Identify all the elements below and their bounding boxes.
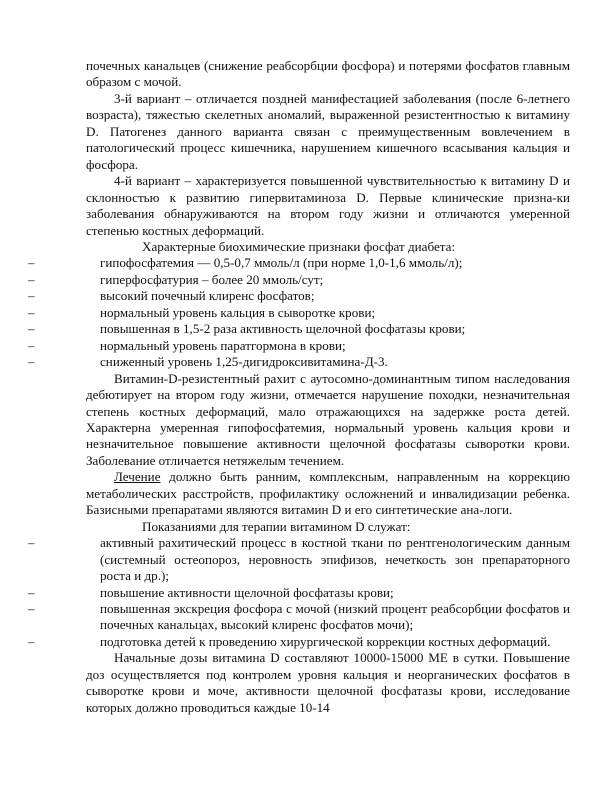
indications-heading: Показаниями для терапии витамином D служат: (142, 518, 411, 534)
list-dash: – (28, 633, 35, 649)
list-item: – гиперфосфатурия – более 20 ммоль/сут; (28, 271, 324, 287)
list-dash: – (28, 337, 35, 353)
list-item: – высокий почечный клиренс фосфатов; (28, 288, 315, 304)
list-dash: – (28, 271, 35, 287)
biochemical-signs-list (28, 255, 570, 370)
list-item: – нормальный уровень кальция в сыворотке крови; (28, 304, 376, 320)
list-dash: – (28, 354, 35, 370)
treatment-heading-word: Лечение (114, 469, 161, 485)
list-item: – повышенная экскреция фосфора с мочой (низкий процент реабсорбции фосфатов и почечных канальцах, высокий клиренс фосфатов мочи); (28, 600, 570, 633)
paragraph-dosage: Начальные дозы витамина D составляют 10000-15000 МЕ в сутки. Повышение доз осуществляется под контролем уровня кальция и неорганических фосфатов в сыворотке крови и моче, активности щелочной фосфатазы крови, исследование которых должно проводиться каждые 10-14 (86, 650, 570, 715)
list-item: – подготовка детей к проведению хирургической коррекции костных деформаций. (28, 633, 551, 649)
paragraph-phosphate-loss: почечных канальцев (снижение реабсорбции фосфора) и потерями фосфатов главным образом с мочой. (86, 58, 570, 90)
paragraph-variant-4: 4-й вариант – характеризуется повышенной чувствительностью к витамину D и склонностью к развитию гипервитаминоза D. Первые клинические призна-ки заболевания обнаруживаются на втором году жизни и отличаются умеренной степенью костных деформаций. (86, 173, 570, 238)
list-item: – повышенная в 1,5-2 раза активность щелочной фосфатазы крови; (28, 321, 466, 337)
paragraph-treatment: Лечение должно быть ранним, комплексным, направленным на коррекцию метаболических расстройств, профилактику осложнений и инвалидизации ребенка. Базисными препаратами являются витамин D и его синтетические ана-логи. (86, 469, 570, 518)
list-item: – сниженный уровень 1,25-дигидроксивитамина-Д-3. (28, 354, 388, 370)
list-item: – нормальный уровень паратгормона в крови; (28, 337, 346, 353)
list-dash: – (28, 600, 35, 616)
list-dash: – (28, 535, 35, 551)
paragraph-autosomal-dominant: Витамин-D-резистентный рахит с аутосомно-доминантным типом наследования дебютирует на втором году жизни, отмечается нарушение походки, незначительная степень костных деформаций, мало отражающихся на задержке роста детей. Характерна умеренная гипофосфатемия, нормальный уровень кальция крови и незначительное повышение активности щелочной фосфатазы сыворотки крови. Заболевание отличается нетяжелым течением. (86, 370, 570, 468)
list-dash: – (28, 304, 35, 320)
list-dash: – (28, 255, 35, 271)
list-dash: – (28, 584, 35, 600)
indications-list (28, 535, 570, 650)
paragraph-variant-3: 3-й вариант – отличается поздней манифестацией заболевания (после 6-летнего возраста), тяжестью скелетных аномалий, выраженной резистентностью к витамину D. Патогенез данного варианта связан с преимущественным вовлечением в патологический процесс кишечника, нарушением кишечного всасывания кальция и фосфора. (86, 90, 570, 172)
biochemical-signs-heading: Характерные биохимические признаки фосфат диабета: (142, 238, 456, 254)
list-dash: – (28, 288, 35, 304)
list-item: – повышение активности щелочной фосфатазы крови; (28, 584, 394, 600)
page-content (28, 58, 570, 716)
list-dash: – (28, 321, 35, 337)
list-item: – гипофосфатемия — 0,5-0,7 ммоль/л (при норме 1,0-1,6 ммоль/л); (28, 255, 463, 271)
list-item: – активный рахитический процесс в костной ткани по рентгенологическим данным (системный остеопороз, неровность эпифизов, нечеткость зон препараторного роста и др.); (28, 535, 570, 584)
